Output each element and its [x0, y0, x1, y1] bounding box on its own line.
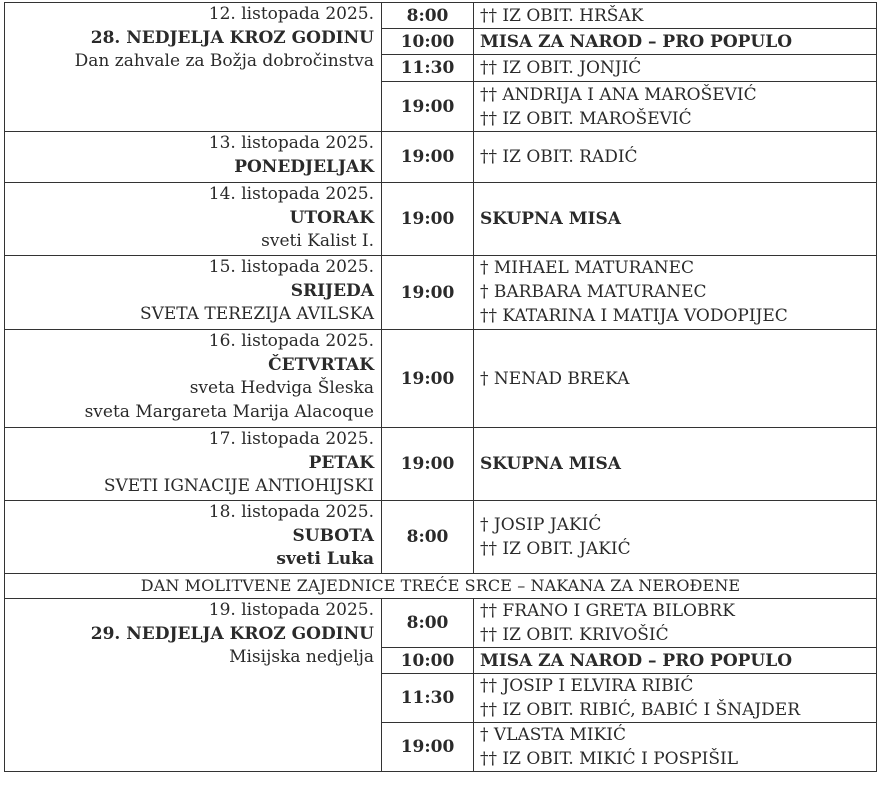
mass-intention: [474, 82, 877, 132]
mass-time: 19:00: [382, 330, 474, 428]
intention-line: SKUPNA MISA: [480, 209, 621, 229]
day-note: sveti Luka: [276, 549, 374, 569]
intention-line: MISA ZA NAROD – PRO POPULO: [480, 31, 793, 52]
mass-intention: [474, 55, 877, 82]
table-row: [5, 132, 877, 183]
day-cell-saturday: [5, 501, 382, 574]
intention-line: †† IZ OBIT. MIKIĆ I POSPIŠIL: [480, 749, 739, 769]
intention-line: †† IZ OBIT. JONJIĆ: [480, 58, 642, 78]
mass-time: 11:30: [382, 674, 474, 723]
day-name: ČETVRTAK: [268, 354, 374, 375]
day-note: sveta Margareta Marija Alacoque: [84, 401, 374, 422]
day-cell-sunday-12: [5, 3, 382, 132]
mass-intention: [474, 183, 877, 256]
day-name: PONEDJELJAK: [234, 156, 374, 177]
mass-intention: [474, 29, 877, 55]
day-name: SUBOTA: [292, 525, 374, 546]
mass-schedule: [4, 2, 876, 772]
day-cell-thursday: [5, 330, 382, 428]
day-date: 15. listopada 2025.: [208, 257, 374, 277]
intention-line: SKUPNA MISA: [480, 454, 621, 474]
mass-intention: [474, 723, 877, 772]
day-note: SVETI IGNACIJE ANTIOHIJSKI: [103, 476, 374, 496]
mass-intention: [474, 330, 877, 428]
mass-time: 19:00: [382, 428, 474, 501]
table-row: [5, 501, 877, 574]
intention-line: †† IZ OBIT. MAROŠEVIĆ: [480, 108, 692, 129]
table-row: [5, 256, 877, 330]
intention-line: † JOSIP JAKIĆ: [480, 515, 602, 535]
day-date: 12. listopada 2025.: [208, 4, 374, 24]
mass-time: 19:00: [382, 256, 474, 330]
day-date: 19. listopada 2025.: [208, 600, 374, 620]
day-name: SRIJEDA: [290, 280, 374, 301]
table-row: [5, 183, 877, 256]
mass-intention: [474, 599, 877, 648]
mass-time: 19:00: [382, 82, 474, 132]
intention-line: † MIHAEL MATURANEC: [480, 258, 695, 278]
table-row: [5, 330, 877, 428]
mass-intention: [474, 648, 877, 674]
mass-intention: [474, 428, 877, 501]
intention-line: †† IZ OBIT. RIBIĆ, BABIĆ I ŠNAJDER: [480, 700, 801, 720]
intention-line: †† IZ OBIT. KRIVOŠIĆ: [480, 625, 669, 645]
intention-line: †† JOSIP I ELVIRA RIBIĆ: [480, 676, 694, 696]
day-cell-sunday-19: [5, 599, 382, 772]
day-cell-wednesday: [5, 256, 382, 330]
mass-intention: [474, 132, 877, 183]
intention-line: †† IZ OBIT. RADIĆ: [480, 147, 638, 167]
intention-line: †† KATARINA I MATIJA VODOPIJEC: [480, 306, 788, 326]
mass-intention: [474, 674, 877, 723]
schedule-table: [4, 2, 877, 772]
intention-line: †† FRANO I GRETA BILOBRK: [480, 601, 735, 621]
table-row: [5, 574, 877, 599]
day-date: 14. listopada 2025.: [208, 184, 374, 204]
day-name: UTORAK: [289, 207, 374, 228]
intention-line: † VLASTA MIKIĆ: [480, 725, 627, 745]
day-note: SVETA TEREZIJA AVILSKA: [139, 304, 374, 324]
mass-time: 8:00: [382, 599, 474, 648]
mass-intention: [474, 3, 877, 29]
day-note: Dan zahvale za Božja dobročinstva: [74, 51, 374, 71]
day-note: sveta Hedviga Šleska: [189, 378, 374, 398]
day-cell-monday: [5, 132, 382, 183]
mass-time: 8:00: [382, 3, 474, 29]
day-cell-tuesday: [5, 183, 382, 256]
intention-line: MISA ZA NAROD – PRO POPULO: [480, 650, 793, 671]
day-note: Misijska nedjelja: [229, 647, 374, 667]
intention-line: †† IZ OBIT. HRŠAK: [480, 5, 644, 26]
day-name: 28. NEDJELJA KROZ GODINU: [90, 27, 374, 48]
mass-intention: [474, 501, 877, 574]
day-name: 29. NEDJELJA KROZ GODINU: [90, 623, 374, 644]
mass-intention: [474, 256, 877, 330]
day-name: PETAK: [308, 452, 374, 473]
mass-time: 19:00: [382, 132, 474, 183]
table-row: [5, 599, 877, 648]
table-row: [5, 428, 877, 501]
mass-time: 8:00: [382, 501, 474, 574]
mass-time: 19:00: [382, 723, 474, 772]
day-date: 18. listopada 2025.: [208, 502, 374, 522]
intention-line: †† IZ OBIT. JAKIĆ: [480, 539, 631, 559]
day-date: 13. listopada 2025.: [208, 133, 374, 153]
day-date: 16. listopada 2025.: [208, 331, 374, 351]
banner-note: DAN MOLITVENE ZAJEDNICE TREĆE SRCE – NAKANA ZA NEROĐENE: [5, 574, 877, 599]
mass-time: 11:30: [382, 55, 474, 82]
day-cell-friday: [5, 428, 382, 501]
intention-line: †† ANDRIJA I ANA MAROŠEVIĆ: [480, 84, 757, 105]
intention-line: † BARBARA MATURANEC: [480, 282, 707, 302]
table-row: [5, 3, 877, 29]
day-note: sveti Kalist I.: [261, 231, 374, 251]
mass-time: 10:00: [382, 648, 474, 674]
intention-line: † NENAD BREKA: [480, 368, 630, 389]
day-date: 17. listopada 2025.: [208, 429, 374, 449]
mass-time: 10:00: [382, 29, 474, 55]
mass-time: 19:00: [382, 183, 474, 256]
